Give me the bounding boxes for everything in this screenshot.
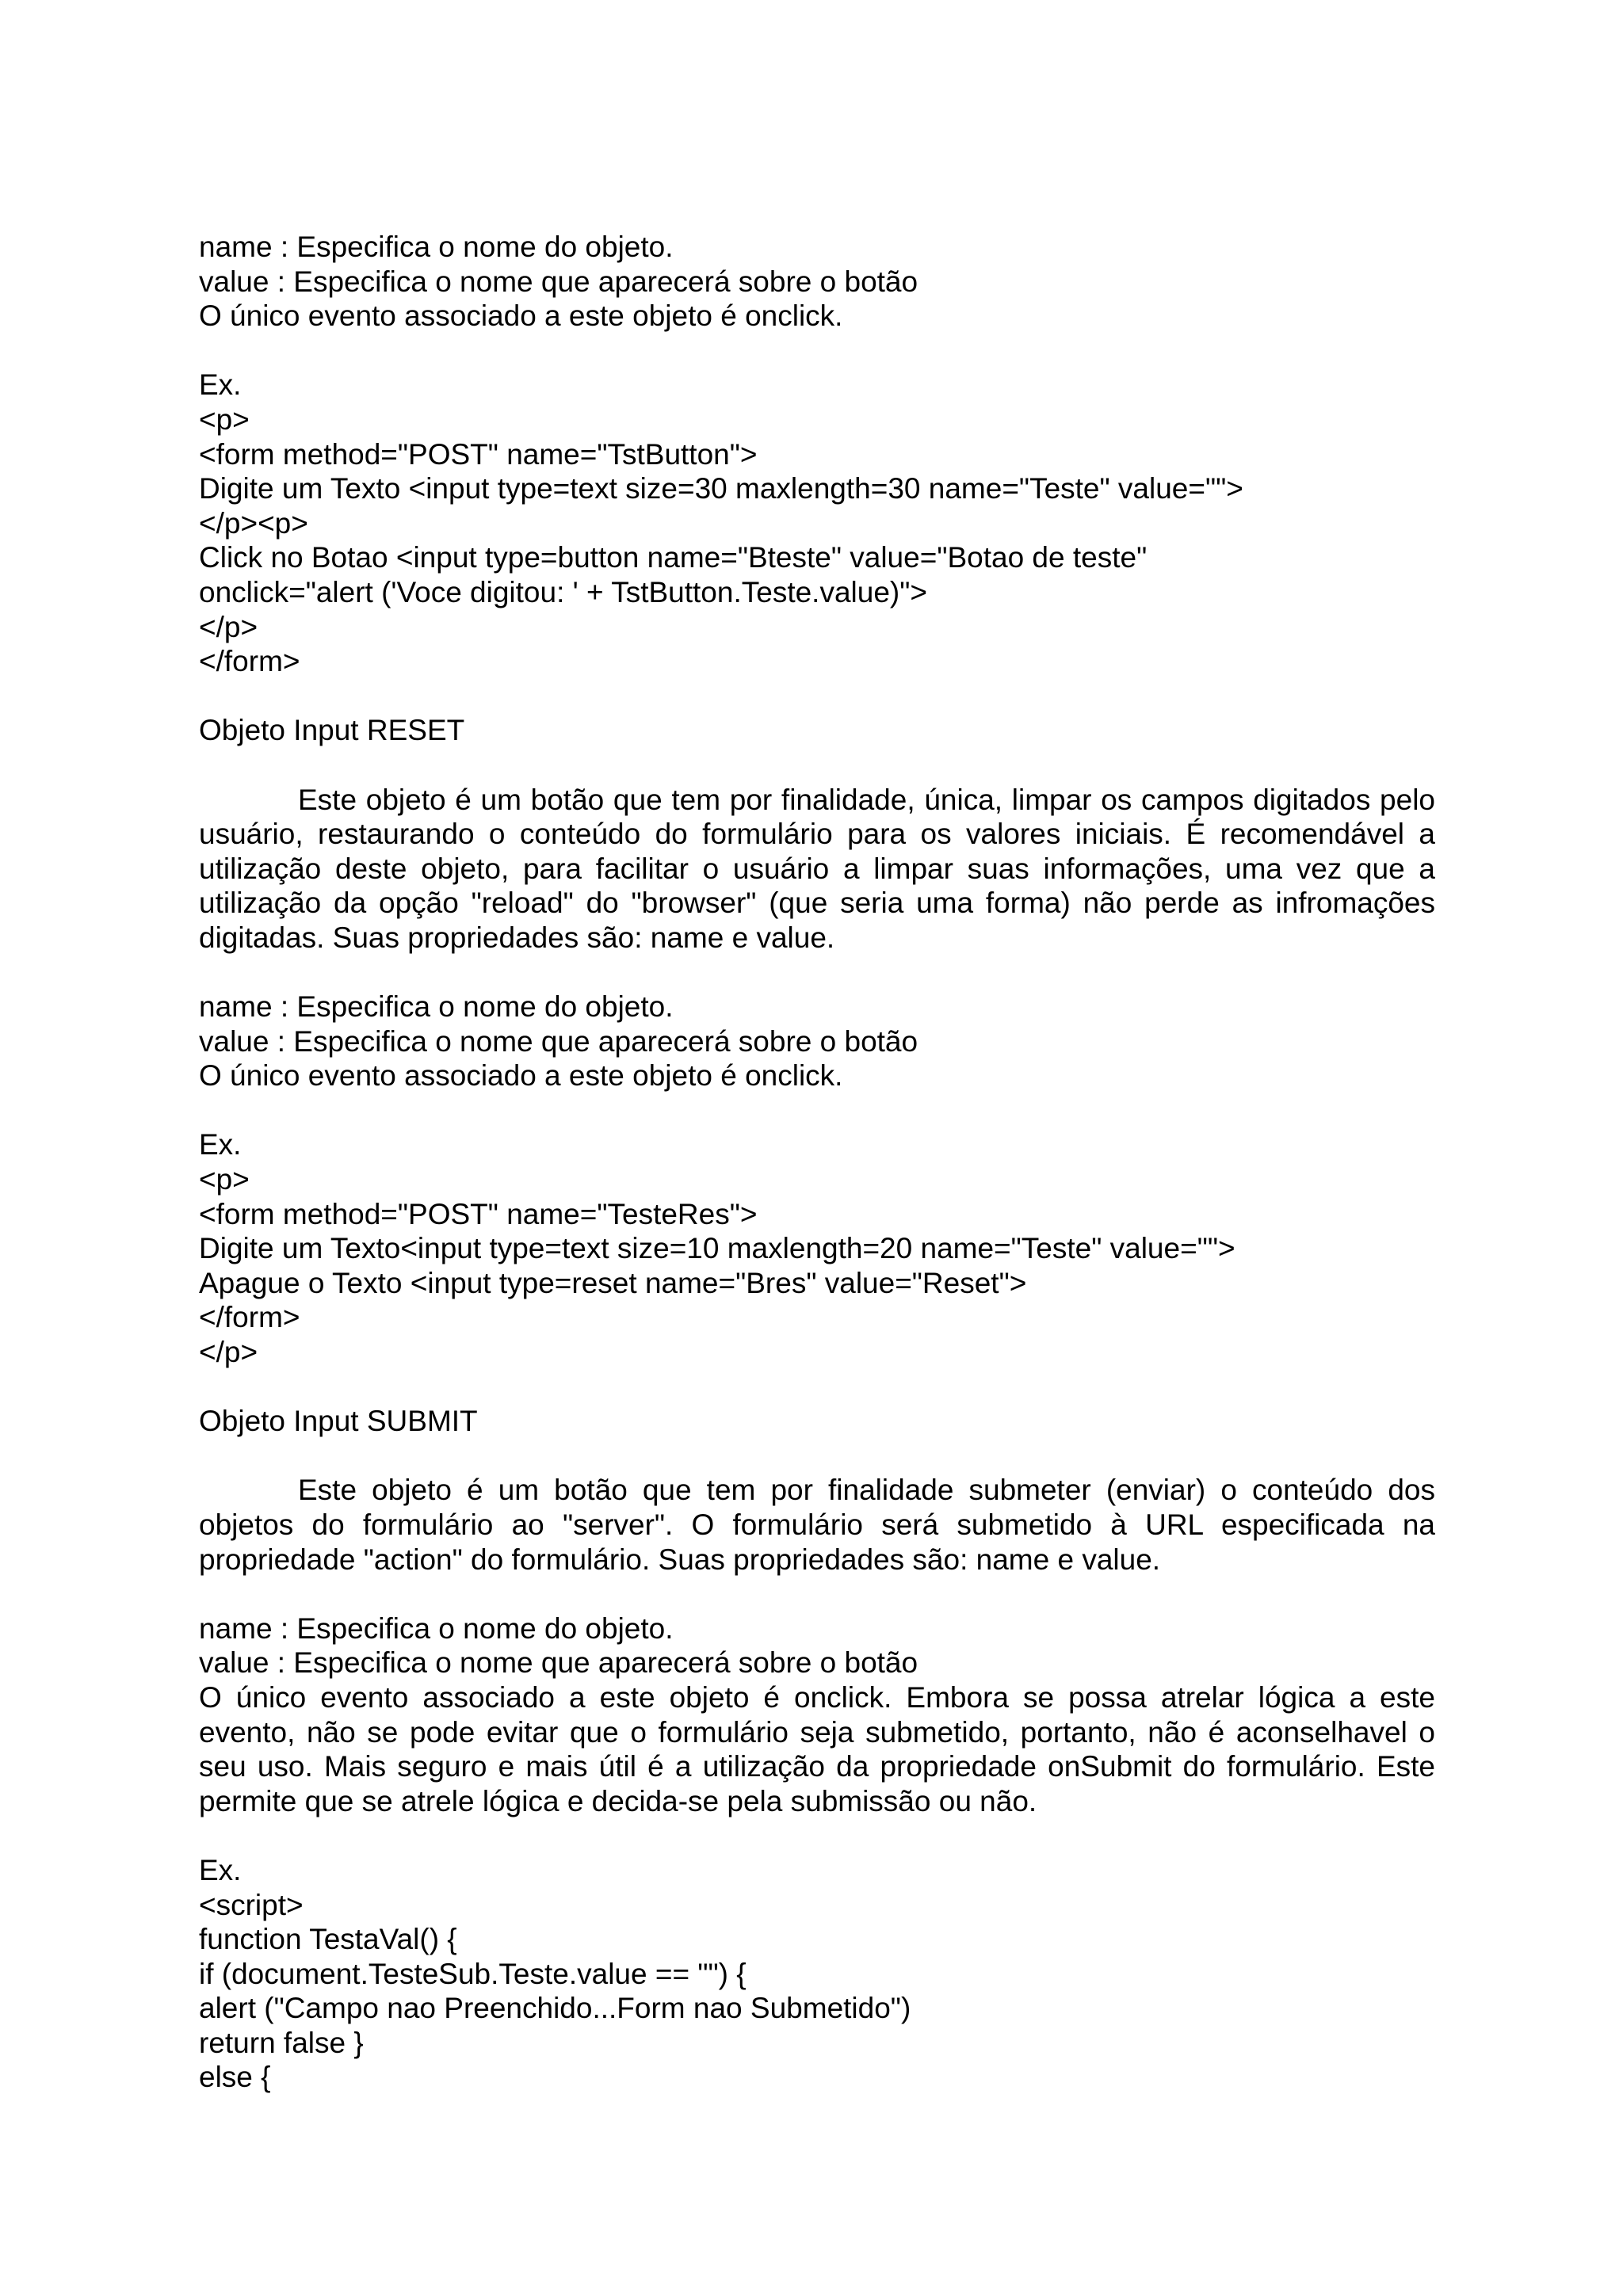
code-line: <script> [199, 1888, 304, 1921]
event-line: O único evento associado a este objeto é onclick. [199, 1059, 843, 1093]
blank-line [199, 1370, 1435, 1405]
blank-line [199, 679, 1435, 714]
code-line: <form method="POST" name="TesteRes"> [199, 1197, 758, 1230]
code-line: </p> [199, 1336, 258, 1368]
property-value-line: value : Especifica o nome que aparecerá sobre o botão [199, 1646, 918, 1680]
code-line: return false } [199, 2026, 364, 2059]
blank-line [199, 955, 1435, 990]
button-example-code [199, 368, 1435, 678]
property-name-line: name : Especifica o nome do objeto. [199, 990, 674, 1024]
code-line: <p> [199, 402, 250, 436]
code-line: function TestaVal() { [199, 1923, 457, 1956]
blank-line [199, 1818, 1435, 1853]
code-line: else { [199, 2061, 271, 2094]
submit-heading: Objeto Input SUBMIT [199, 1405, 478, 1438]
code-line: </form> [199, 645, 300, 678]
code-line: Click no Botao <input type=button name="Bteste" value="Botao de teste" [199, 541, 1148, 574]
submit-example-code [199, 1853, 1435, 2095]
code-line: Ex. [199, 1128, 242, 1161]
blank-line [199, 334, 1435, 368]
code-line: </p><p> [199, 506, 308, 540]
code-line: if (document.TesteSub.Teste.value == "") { [199, 1957, 747, 1990]
property-value-line: value : Especifica o nome que aparecerá sobre o botão [199, 1024, 918, 1058]
submit-event-paragraph: O único evento associado a este objeto é onclick. Embora se possa atrelar lógica a este evento, não se pode evitar que o formulário seja submetido, portanto, não é aconselhavel o seu uso. Mais seguro e mais útil é a utilização da propriedade onSubmit do formulário. Este permite que se atrele lógica e decida-se pela submissão ou não. [199, 1680, 1435, 1817]
code-line: </p> [199, 610, 258, 643]
code-line: <p> [199, 1163, 250, 1196]
reset-heading: Objeto Input RESET [199, 714, 465, 747]
event-line: O único evento associado a este objeto é onclick. [199, 299, 843, 333]
code-line: </form> [199, 1301, 300, 1334]
property-name-line: name : Especifica o nome do objeto. [199, 231, 674, 263]
blank-line [199, 748, 1435, 783]
code-line: Digite um Texto <input type=text size=30 maxlength=30 name="Teste" value=""> [199, 472, 1243, 505]
property-value-line: value : Especifica o nome que aparecerá sobre o botão [199, 265, 918, 298]
document-body [199, 230, 1435, 2095]
blank-line [199, 1093, 1435, 1128]
reset-example-code [199, 1127, 1435, 1369]
code-line: alert ("Campo nao Preenchido...Form nao Submetido") [199, 1992, 911, 2025]
property-name-line: name : Especifica o nome do objeto. [199, 1611, 674, 1645]
reset-description-paragraph: Este objeto é um botão que tem por finalidade, única, limpar os campos digitados pelo usuário, restaurando o conteúdo do formulário para os valores iniciais. É recomendável a utilização deste objeto, para facilitar o usuário a limpar suas informações, uma vez que a utilização da opção "reload" do "browser" (que seria uma forma) não perde as infromações digitadas. Suas propriedades são: name e value. [199, 783, 1435, 954]
code-line: <form method="POST" name="TstButton"> [199, 437, 758, 471]
blank-line [199, 1439, 1435, 1474]
code-line: onclick="alert ('Voce digitou: ' + TstButton.Teste.value)"> [199, 575, 927, 608]
code-line: Ex. [199, 368, 242, 402]
code-line: Digite um Texto<input type=text size=10 maxlength=20 name="Teste" value=""> [199, 1232, 1235, 1265]
submit-description-paragraph: Este objeto é um botão que tem por finalidade submeter (enviar) o conteúdo dos objetos do formulário ao "server". O formulário será submetido à URL especificada na propriedade "action" do formulário. Suas propriedades são: name e value. [199, 1474, 1435, 1576]
code-line: Ex. [199, 1853, 242, 1886]
blank-line [199, 1577, 1435, 1611]
code-line: Apague o Texto <input type=reset name="Bres" value="Reset"> [199, 1266, 1027, 1299]
